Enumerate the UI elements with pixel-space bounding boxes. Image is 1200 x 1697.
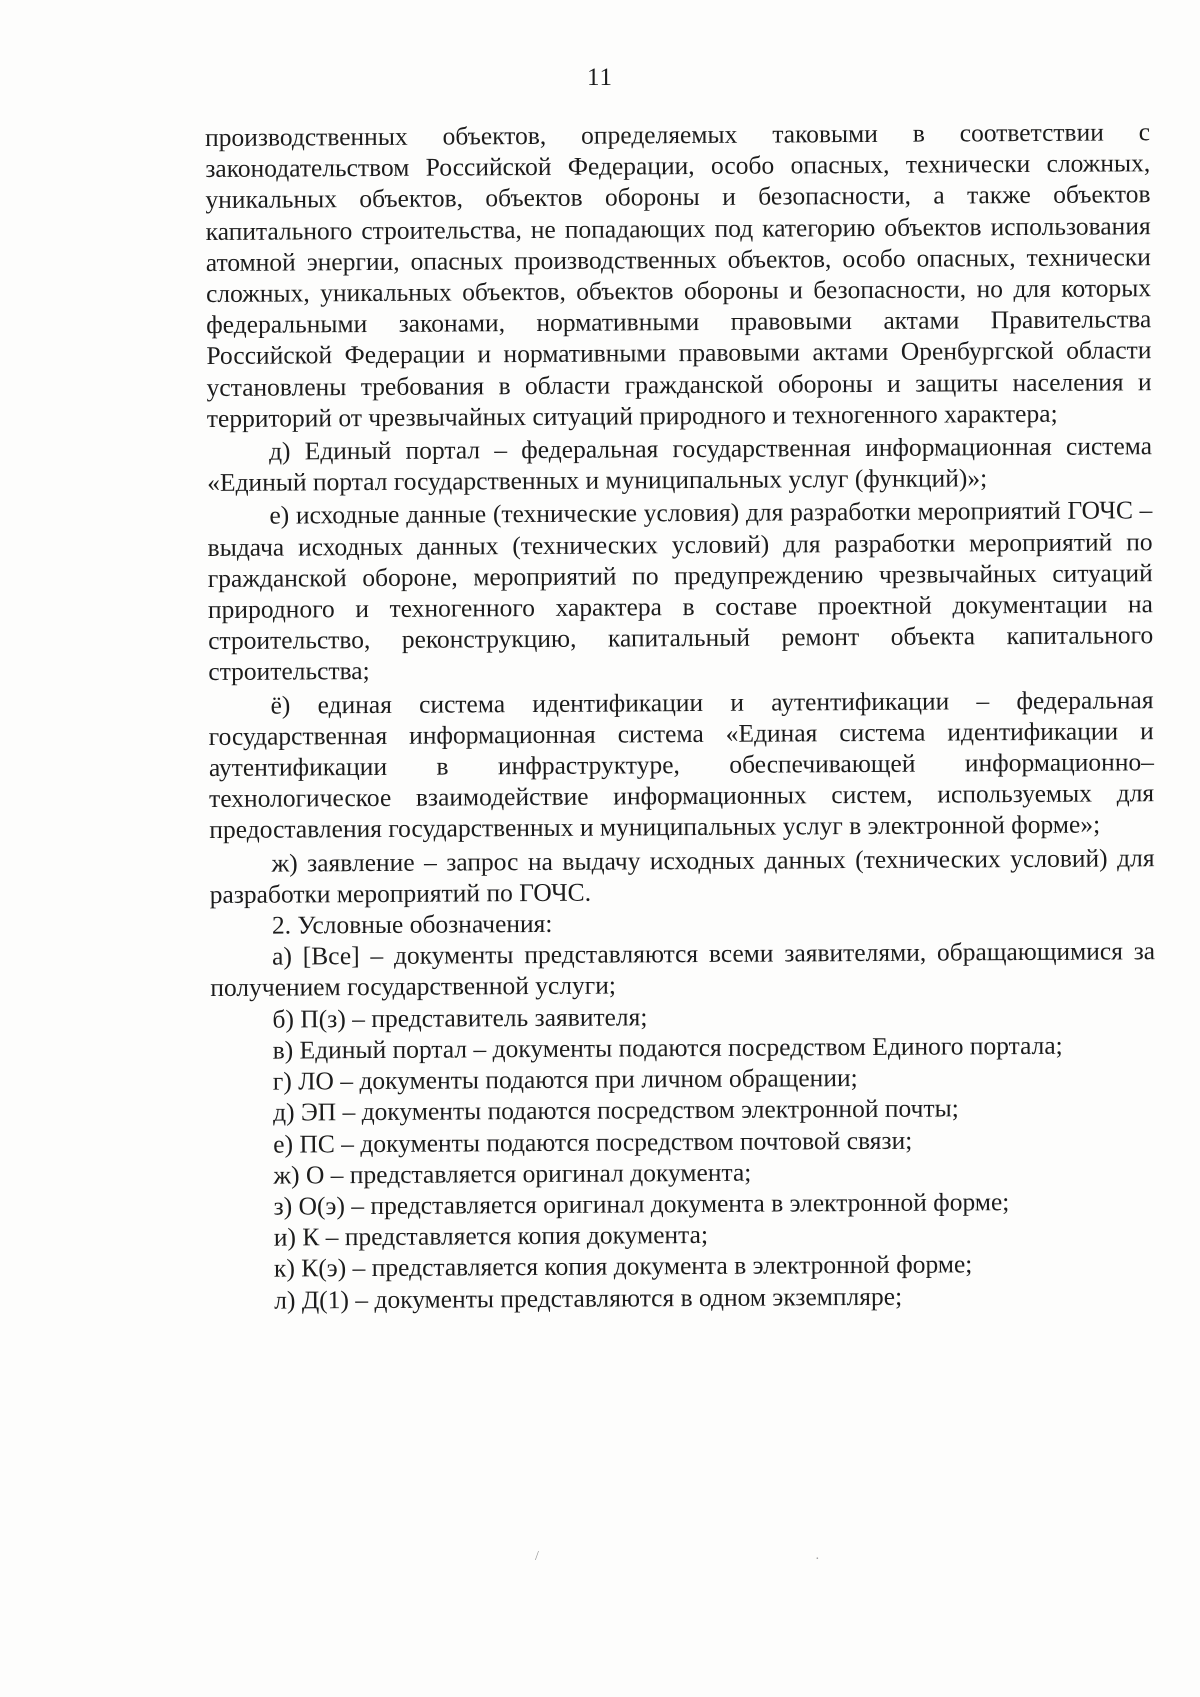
scan-speck: · bbox=[815, 1552, 820, 1567]
designation-item: к) К(э) – представляется копия документа в электронной форме; bbox=[273, 1249, 973, 1283]
designation-item: и) К – представляется копия документа; bbox=[273, 1220, 709, 1252]
designation-item: а) [Все] – документы представляются всеми заявителями, обращающимися за получением государственной услуги; bbox=[210, 936, 1156, 1003]
paragraph-definition-d: д) Единый портал – федеральная государственная информационная система «Единый портал государственных и муниципальных услуг (функций)»; bbox=[207, 431, 1153, 498]
designation-item: е) ПС – документы подаются посредством почтовой связи; bbox=[273, 1125, 913, 1159]
designation-item: д) ЭП – документы подаются посредством электронной почты; bbox=[272, 1093, 959, 1127]
section-title: 2. Условные обозначения: bbox=[271, 908, 553, 940]
designation-item: в) Единый портал – документы подаются посредством Единого портала; bbox=[272, 1030, 1063, 1065]
designation-item: л) Д(1) – документы представляются в одном экземпляре; bbox=[274, 1281, 903, 1315]
document-body bbox=[205, 116, 1157, 1315]
designation-item: з) О(э) – представляется оригинал документа в электронной форме; bbox=[273, 1187, 1010, 1221]
paragraph-continuation: производственных объектов, определяемых таковыми в соответствии с законодательством Российской Федерации, особо опасных, технически сложных, уникальных объектов, объектов обороны и безопасности, а также объектов капитального строительства, не попадающих под категорию объектов использования атомной энергии, опасных производственных объектов, особо опасных, технически сложных, уникальных объектов, объектов обороны и безопасности, но для которых федеральными законами, нормативными правовыми актами Правительства Российской Федерации и нормативными правовыми актами Оренбургской области установлены требования в области гражданской обороны и защиты населения и территорий от чрезвычайных ситуаций природного и техногенного характера; bbox=[205, 117, 1152, 433]
designation-item: ж) О – представляется оригинал документа; bbox=[273, 1157, 752, 1190]
designations-list bbox=[210, 935, 1157, 1315]
designation-item: б) П(з) – представитель заявителя; bbox=[272, 1002, 648, 1034]
scan-speck: / bbox=[535, 1549, 539, 1564]
paragraph-definition-zh: ж) заявление – запрос на выдачу исходных данных (технических условий) для разработки мероприятий по ГОЧС. bbox=[209, 842, 1155, 909]
designation-item: г) ЛО – документы подаются при личном обращении; bbox=[272, 1063, 858, 1096]
paragraph-definition-e: е) исходные данные (технические условия) для разработки мероприятий ГОЧС – выдача исходных данных (технических условий) для разработки мероприятий по гражданской обороне, мероприятий по предупреждению чрезвычайных ситуаций природного и техногенного характера в составе проектной документации на строительство, реконструкцию, капитальный ремонт объекта капитального строительства; bbox=[207, 495, 1154, 687]
paragraph-definition-yo: ё) единая система идентификации и аутентификации – федеральная государственная информационная система «Единая система идентификации и аутентификации в инфраструктуре, обеспечивающей информационно–технологическое взаимодействие информационных систем, используемых для предоставления государственных и муниципальных услуг в электронной форме»; bbox=[208, 684, 1155, 845]
page-number: 11 bbox=[586, 64, 614, 91]
